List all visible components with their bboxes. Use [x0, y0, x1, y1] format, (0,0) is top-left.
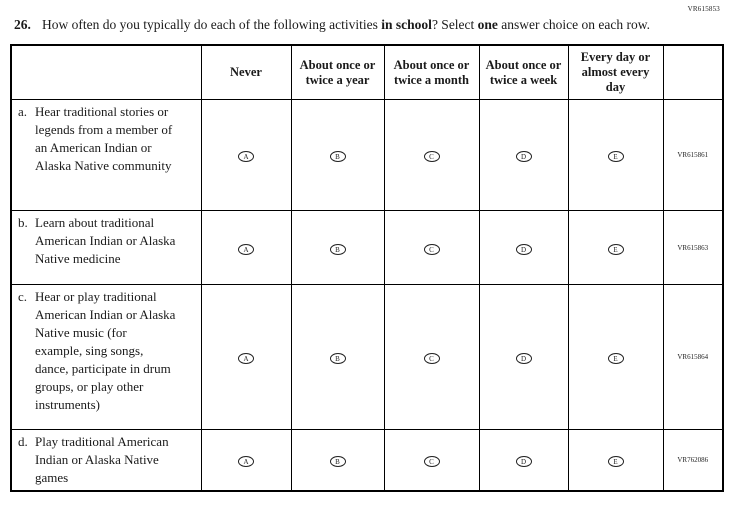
row-letter-d: d. — [18, 434, 28, 449]
answer-cell-b-week — [479, 211, 568, 285]
answer-bubble-d-B[interactable]: B — [330, 456, 346, 467]
answer-bubble-d-E[interactable]: E — [608, 456, 624, 467]
question-block — [0, 0, 732, 34]
row-letter-a: a. — [18, 104, 28, 119]
answer-cell-a-everyday — [568, 100, 663, 211]
answer-bubble-d-C[interactable]: C — [424, 456, 440, 467]
answer-grid — [10, 44, 724, 492]
answer-cell-a-year — [291, 100, 384, 211]
answer-cell-c-week — [479, 285, 568, 430]
row-code-c: VR615864 — [663, 285, 723, 430]
column-header-never: Never — [201, 45, 291, 100]
question-text-bold-one: one — [477, 17, 498, 32]
row-label-a: Hear traditional stories or legends from a member of an American Indian or Alaska Native community — [35, 104, 173, 173]
question-text-part1: How often do you typically do each of the following activities — [42, 17, 382, 32]
table-row-b — [11, 211, 723, 285]
row-label-cell-b — [11, 211, 201, 285]
answer-cell-a-never — [201, 100, 291, 211]
header-row — [11, 45, 723, 100]
answer-bubble-c-E[interactable]: E — [608, 353, 624, 364]
row-label-cell-d — [11, 430, 201, 492]
answer-bubble-c-B[interactable]: B — [330, 353, 346, 364]
question-text-bold-in-school: in school — [381, 17, 432, 32]
answer-bubble-a-C[interactable]: C — [424, 151, 440, 162]
answer-bubble-b-E[interactable]: E — [608, 244, 624, 255]
answer-cell-d-month — [384, 430, 479, 492]
answer-bubble-a-A[interactable]: A — [238, 151, 254, 162]
answer-cell-d-never — [201, 430, 291, 492]
table-row-d — [11, 430, 723, 492]
row-label-d: Play traditional American Indian or Alaska Native games — [35, 434, 169, 485]
question-text — [42, 16, 650, 34]
row-label-b: Learn about traditional American Indian or Alaska Native medicine — [35, 215, 176, 266]
answer-cell-c-year — [291, 285, 384, 430]
answer-cell-a-week — [479, 100, 568, 211]
column-header-year: About once or twice a year — [291, 45, 384, 100]
answer-bubble-b-A[interactable]: A — [238, 244, 254, 255]
row-code-d: VR762086 — [663, 430, 723, 492]
column-header-everyday: Every day or almost every day — [568, 45, 663, 100]
row-label-cell-c — [11, 285, 201, 430]
answer-cell-c-month — [384, 285, 479, 430]
answer-cell-d-year — [291, 430, 384, 492]
column-header-month: About once or twice a month — [384, 45, 479, 100]
answer-cell-b-month — [384, 211, 479, 285]
table-row-c — [11, 285, 723, 430]
page-code: VR615853 — [687, 5, 720, 13]
answer-cell-d-everyday — [568, 430, 663, 492]
answer-bubble-d-D[interactable]: D — [516, 456, 532, 467]
answer-bubble-b-B[interactable]: B — [330, 244, 346, 255]
header-empty-right — [663, 45, 723, 100]
answer-cell-b-never — [201, 211, 291, 285]
header-empty-left — [11, 45, 201, 100]
row-label-c: Hear or play traditional American Indian or Alaska Native music (for example, sing songs, dance, participate in drum groups, or play other instruments) — [35, 289, 176, 412]
answer-bubble-a-E[interactable]: E — [608, 151, 624, 162]
answer-bubble-c-C[interactable]: C — [424, 353, 440, 364]
answer-cell-a-month — [384, 100, 479, 211]
question-number: 26. — [14, 17, 31, 32]
row-code-b: VR615863 — [663, 211, 723, 285]
answer-cell-d-week — [479, 430, 568, 492]
answer-cell-b-everyday — [568, 211, 663, 285]
answer-bubble-b-C[interactable]: C — [424, 244, 440, 255]
row-letter-b: b. — [18, 215, 28, 230]
answer-bubble-b-D[interactable]: D — [516, 244, 532, 255]
answer-bubble-c-D[interactable]: D — [516, 353, 532, 364]
question-text-part3: answer choice on each row. — [497, 17, 650, 32]
answer-bubble-a-B[interactable]: B — [330, 151, 346, 162]
answer-cell-b-year — [291, 211, 384, 285]
answer-cell-c-everyday — [568, 285, 663, 430]
table-row-a — [11, 100, 723, 211]
row-label-cell-a — [11, 100, 201, 211]
row-letter-c: c. — [18, 289, 28, 304]
answer-bubble-a-D[interactable]: D — [516, 151, 532, 162]
answer-bubble-c-A[interactable]: A — [238, 353, 254, 364]
answer-cell-c-never — [201, 285, 291, 430]
row-code-a: VR615861 — [663, 100, 723, 211]
column-header-week: About once or twice a week — [479, 45, 568, 100]
answer-bubble-d-A[interactable]: A — [238, 456, 254, 467]
question-text-part2: ? Select — [431, 17, 478, 32]
